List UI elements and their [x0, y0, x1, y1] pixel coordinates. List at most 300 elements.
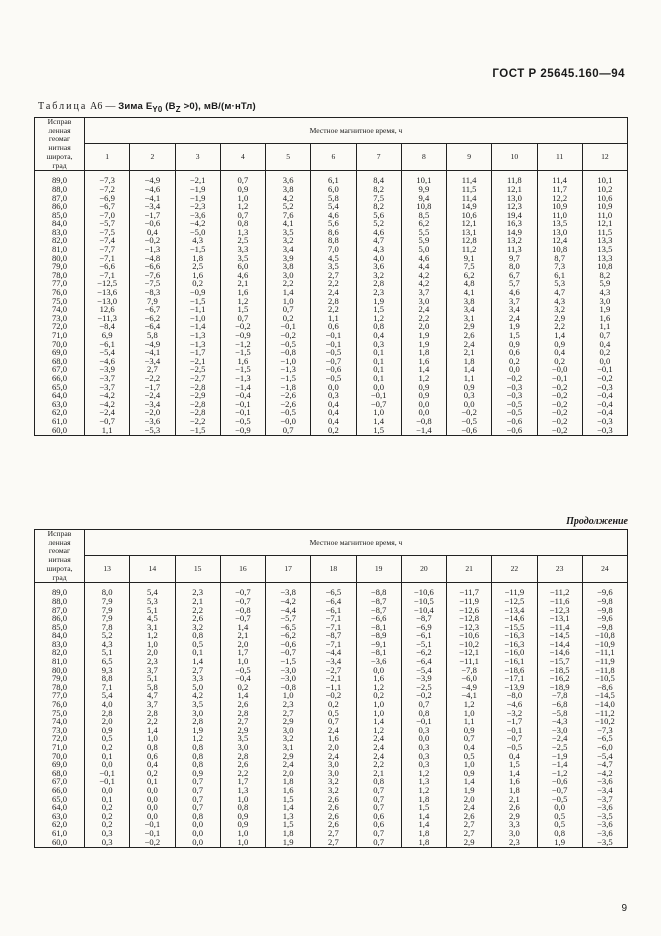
hour-header: 22 — [492, 556, 537, 583]
value-cell: −10,6 — [401, 583, 446, 597]
value-cell: 0,3 — [401, 726, 446, 735]
value-cell: −0,3 — [582, 417, 627, 426]
value-cell: 4,3 — [175, 236, 220, 245]
value-cell: 0,6 — [492, 348, 537, 357]
value-cell: 1,9 — [582, 305, 627, 314]
value-cell: 1,5 — [266, 820, 311, 829]
value-cell: −2,1 — [175, 357, 220, 366]
value-cell: −0,9 — [175, 288, 220, 297]
value-cell: 3,0 — [401, 297, 446, 306]
value-cell: 3,0 — [266, 271, 311, 280]
latitude-cell: 63,0 — [35, 812, 85, 821]
latitude-cell: 72,0 — [35, 734, 85, 743]
value-cell: 8,5 — [401, 211, 446, 220]
value-cell: 0,0 — [130, 812, 175, 821]
value-cell: −10,4 — [401, 606, 446, 615]
continuation-label: Продолжение — [566, 516, 628, 527]
value-cell: 1,4 — [401, 812, 446, 821]
value-cell: 2,8 — [130, 709, 175, 718]
value-cell: 19,4 — [492, 211, 537, 220]
value-cell: −16,3 — [492, 640, 537, 649]
value-cell: −6,8 — [537, 700, 582, 709]
value-cell: 0,2 — [311, 700, 356, 709]
value-cell: −1,5 — [220, 365, 265, 374]
table-row — [35, 838, 628, 848]
value-cell: −3,0 — [266, 666, 311, 675]
value-cell: −10,2 — [447, 640, 492, 649]
value-cell: 5,4 — [85, 691, 130, 700]
value-cell: 5,0 — [175, 683, 220, 692]
value-cell: 9,1 — [447, 254, 492, 263]
value-cell: −7,1 — [85, 254, 130, 263]
hour-header: 12 — [582, 144, 627, 171]
value-cell: 12,8 — [447, 236, 492, 245]
value-cell: −6,0 — [447, 674, 492, 683]
value-cell: 8,0 — [492, 262, 537, 271]
value-cell: −6,1 — [311, 606, 356, 615]
value-cell: 1,6 — [220, 357, 265, 366]
value-cell: 6,2 — [447, 271, 492, 280]
value-cell: 2,4 — [401, 305, 446, 314]
value-cell: 1,3 — [220, 786, 265, 795]
value-cell: 0,4 — [311, 400, 356, 409]
value-cell: 0,7 — [356, 795, 401, 804]
value-cell: 1,4 — [220, 623, 265, 632]
value-cell: −9,8 — [582, 623, 627, 632]
value-cell: 1,8 — [401, 795, 446, 804]
value-cell: −1,7 — [130, 383, 175, 392]
value-cell: −6,6 — [85, 262, 130, 271]
latitude-cell: 70,0 — [35, 752, 85, 761]
hour-header: 16 — [220, 556, 265, 583]
value-cell: −1,2 — [537, 769, 582, 778]
value-cell: −8,7 — [356, 597, 401, 606]
latitude-cell: 64,0 — [35, 803, 85, 812]
value-cell: 1,3 — [266, 812, 311, 821]
value-cell: −11,9 — [447, 597, 492, 606]
value-cell: 0,4 — [537, 348, 582, 357]
value-cell: −7,8 — [447, 666, 492, 675]
value-cell: −2,5 — [537, 743, 582, 752]
value-cell: 0,7 — [582, 331, 627, 340]
value-cell: 0,3 — [401, 743, 446, 752]
hour-header: 7 — [356, 144, 401, 171]
value-cell: −8,4 — [85, 322, 130, 331]
value-cell: 1,4 — [492, 769, 537, 778]
value-cell: −0,3 — [582, 383, 627, 392]
value-cell: −2,4 — [130, 391, 175, 400]
value-cell: 2,1 — [356, 769, 401, 778]
latitude-header-line: геомаг — [48, 134, 71, 144]
value-cell: 3,5 — [220, 254, 265, 263]
value-cell: −7,2 — [85, 185, 130, 194]
value-cell: 1,9 — [447, 786, 492, 795]
value-cell: −1,3 — [130, 245, 175, 254]
value-cell: 2,2 — [130, 717, 175, 726]
value-cell: 0,0 — [537, 803, 582, 812]
value-cell: −10,8 — [582, 631, 627, 640]
hour-header: 9 — [447, 144, 492, 171]
value-cell: 0,5 — [537, 812, 582, 821]
value-cell: 3,5 — [220, 734, 265, 743]
latitude-header — [35, 118, 85, 171]
value-cell: −0,1 — [85, 777, 130, 786]
value-cell: 7,9 — [85, 597, 130, 606]
value-cell: 1,0 — [266, 297, 311, 306]
latitude-header — [35, 530, 85, 583]
value-cell: −0,2 — [130, 236, 175, 245]
value-cell: 0,8 — [175, 760, 220, 769]
value-cell: 2,7 — [130, 365, 175, 374]
latitude-cell: 85,0 — [35, 211, 85, 220]
value-cell: −0,1 — [220, 400, 265, 409]
value-cell: 2,1 — [492, 795, 537, 804]
value-cell: 0,2 — [492, 357, 537, 366]
hour-header: 11 — [537, 144, 582, 171]
value-cell: 5,8 — [130, 331, 175, 340]
latitude-cell: 67,0 — [35, 365, 85, 374]
latitude-cell: 75,0 — [35, 709, 85, 718]
value-cell: 7,6 — [266, 211, 311, 220]
value-cell: 0,2 — [220, 683, 265, 692]
value-cell: −6,5 — [311, 583, 356, 597]
value-cell: 2,7 — [311, 271, 356, 280]
value-cell: 2,6 — [175, 614, 220, 623]
value-cell: −0,2 — [582, 374, 627, 383]
value-cell: −5,4 — [401, 666, 446, 675]
value-cell: −1,4 — [401, 426, 446, 436]
value-cell: −5,0 — [175, 228, 220, 237]
value-cell: −8,7 — [356, 606, 401, 615]
value-cell: 0,2 — [537, 357, 582, 366]
latitude-cell: 66,0 — [35, 786, 85, 795]
value-cell: 3,0 — [266, 726, 311, 735]
value-cell: −9,1 — [356, 640, 401, 649]
value-cell: −3,5 — [582, 838, 627, 848]
value-cell: 4,2 — [266, 194, 311, 203]
value-cell: −7,1 — [85, 271, 130, 280]
value-cell: 4,7 — [537, 288, 582, 297]
value-cell: −4,8 — [130, 254, 175, 263]
hour-header: 3 — [175, 144, 220, 171]
value-cell: 2,4 — [447, 803, 492, 812]
value-cell: −2,2 — [130, 374, 175, 383]
value-cell: −9,8 — [582, 597, 627, 606]
value-cell: 4,4 — [401, 262, 446, 271]
value-cell: −4,6 — [85, 357, 130, 366]
value-cell: −4,2 — [85, 391, 130, 400]
value-cell: −0,0 — [266, 417, 311, 426]
value-cell: −14,5 — [537, 631, 582, 640]
value-cell: 2,7 — [220, 717, 265, 726]
value-cell: 0,7 — [356, 829, 401, 838]
value-cell: −0,3 — [582, 426, 627, 436]
value-cell: 1,8 — [175, 254, 220, 263]
value-cell: 0,2 — [85, 812, 130, 821]
value-cell: 0,9 — [447, 383, 492, 392]
value-cell: 1,5 — [401, 803, 446, 812]
hour-header: 5 — [266, 144, 311, 171]
value-cell: 5,3 — [537, 279, 582, 288]
value-cell: 1,0 — [130, 640, 175, 649]
value-cell: −0,1 — [311, 340, 356, 349]
table-row — [35, 171, 628, 185]
value-cell: −3,6 — [130, 417, 175, 426]
value-cell: 1,9 — [401, 340, 446, 349]
local-time-header: Местное магнитное время, ч — [85, 118, 628, 144]
value-cell: −16,0 — [492, 648, 537, 657]
value-cell: −5,7 — [266, 614, 311, 623]
hour-header: 24 — [582, 556, 627, 583]
value-cell: −2,1 — [175, 171, 220, 185]
latitude-cell: 83,0 — [35, 640, 85, 649]
value-cell: −0,4 — [582, 400, 627, 409]
value-cell: −11,4 — [537, 623, 582, 632]
latitude-cell: 80,0 — [35, 666, 85, 675]
value-cell: 0,7 — [356, 786, 401, 795]
latitude-cell: 76,0 — [35, 700, 85, 709]
value-cell: 3,3 — [220, 245, 265, 254]
value-cell: −11,1 — [447, 657, 492, 666]
value-cell: 6,7 — [492, 271, 537, 280]
table-title-subscript-y0: Y0 — [152, 104, 163, 114]
value-cell: 0,7 — [175, 777, 220, 786]
value-cell: 2,5 — [175, 262, 220, 271]
value-cell: −4,7 — [582, 760, 627, 769]
value-cell: −10,6 — [447, 631, 492, 640]
data-table-part1 — [34, 117, 628, 436]
value-cell: −6,4 — [401, 657, 446, 666]
value-cell: 12,6 — [85, 305, 130, 314]
value-cell: −0,9 — [220, 331, 265, 340]
value-cell: 2,8 — [175, 717, 220, 726]
value-cell: −12,5 — [492, 597, 537, 606]
value-cell: 11,4 — [537, 171, 582, 185]
latitude-header-line: широта, — [46, 563, 73, 573]
value-cell: −4,2 — [175, 219, 220, 228]
value-cell: −13,4 — [492, 606, 537, 615]
value-cell: 3,0 — [311, 769, 356, 778]
latitude-cell: 63,0 — [35, 400, 85, 409]
value-cell: 0,4 — [130, 760, 175, 769]
value-cell: 0,0 — [130, 795, 175, 804]
value-cell: 2,4 — [356, 743, 401, 752]
value-cell: 1,2 — [175, 734, 220, 743]
value-cell: 10,9 — [582, 202, 627, 211]
value-cell: −2,1 — [311, 674, 356, 683]
value-cell: −16,2 — [537, 674, 582, 683]
value-cell: 5,6 — [311, 219, 356, 228]
value-cell: 2,5 — [220, 236, 265, 245]
value-cell: 2,2 — [220, 769, 265, 778]
local-time-header: Местное магнитное время, ч — [85, 530, 628, 556]
value-cell: 1,5 — [492, 331, 537, 340]
value-cell: 0,1 — [130, 777, 175, 786]
value-cell: 1,4 — [266, 288, 311, 297]
value-cell: 0,7 — [356, 803, 401, 812]
value-cell: −2,4 — [85, 408, 130, 417]
value-cell: −6,1 — [85, 340, 130, 349]
value-cell: −4,4 — [311, 648, 356, 657]
value-cell: 9,3 — [85, 666, 130, 675]
latitude-cell: 79,0 — [35, 262, 85, 271]
value-cell: 1,5 — [220, 305, 265, 314]
hour-header: 4 — [220, 144, 265, 171]
value-cell: 11,4 — [447, 171, 492, 185]
value-cell: 1,5 — [492, 760, 537, 769]
value-cell: 11,0 — [537, 211, 582, 220]
value-cell: 1,8 — [401, 838, 446, 848]
value-cell: 1,9 — [175, 726, 220, 735]
value-cell: −0,1 — [85, 769, 130, 778]
value-cell: 7,5 — [356, 194, 401, 203]
value-cell: −1,3 — [220, 374, 265, 383]
value-cell: −11,2 — [537, 583, 582, 597]
latitude-cell: 74,0 — [35, 717, 85, 726]
value-cell: 10,8 — [582, 262, 627, 271]
value-cell: −1,4 — [537, 760, 582, 769]
value-cell: 3,4 — [447, 305, 492, 314]
value-cell: −1,2 — [220, 340, 265, 349]
value-cell: 0,7 — [220, 314, 265, 323]
value-cell: 1,9 — [356, 297, 401, 306]
hour-header: 14 — [130, 556, 175, 583]
value-cell: 0,8 — [175, 631, 220, 640]
latitude-cell: 62,0 — [35, 820, 85, 829]
value-cell: 11,3 — [492, 245, 537, 254]
value-cell: −0,7 — [537, 786, 582, 795]
value-cell: 1,0 — [130, 734, 175, 743]
value-cell: 0,2 — [130, 769, 175, 778]
value-cell: 0,7 — [266, 305, 311, 314]
value-cell: 3,8 — [266, 262, 311, 271]
value-cell: −1,9 — [175, 194, 220, 203]
value-cell: −5,8 — [537, 709, 582, 718]
value-cell: 3,5 — [175, 700, 220, 709]
value-cell: −2,8 — [175, 383, 220, 392]
value-cell: 2,6 — [492, 803, 537, 812]
page-number: 9 — [621, 903, 627, 914]
value-cell: 2,8 — [220, 709, 265, 718]
value-cell: 9,7 — [492, 254, 537, 263]
value-cell: 4,3 — [85, 640, 130, 649]
value-cell: 2,6 — [311, 803, 356, 812]
hour-header: 1 — [85, 144, 130, 171]
value-cell: 3,2 — [266, 236, 311, 245]
value-cell: 0,8 — [175, 743, 220, 752]
value-cell: 0,9 — [447, 726, 492, 735]
value-cell: 4,2 — [401, 279, 446, 288]
value-cell: −1,8 — [266, 383, 311, 392]
value-cell: 8,8 — [311, 236, 356, 245]
value-cell: 2,7 — [447, 829, 492, 838]
value-cell: 1,6 — [356, 674, 401, 683]
value-cell: 2,0 — [220, 640, 265, 649]
value-cell: −17,1 — [492, 674, 537, 683]
value-cell: −1,5 — [266, 374, 311, 383]
value-cell: 3,6 — [356, 262, 401, 271]
latitude-cell: 79,0 — [35, 674, 85, 683]
latitude-cell: 82,0 — [35, 236, 85, 245]
value-cell: 8,2 — [356, 185, 401, 194]
value-cell: 1,2 — [130, 631, 175, 640]
value-cell: −7,7 — [85, 245, 130, 254]
value-cell: −8,7 — [311, 631, 356, 640]
value-cell: 1,1 — [447, 717, 492, 726]
value-cell: −7,1 — [311, 640, 356, 649]
value-cell: 2,9 — [447, 838, 492, 848]
value-cell: −6,1 — [401, 631, 446, 640]
value-cell: −12,6 — [447, 606, 492, 615]
value-cell: 10,9 — [537, 202, 582, 211]
latitude-cell: 89,0 — [35, 171, 85, 185]
latitude-cell: 72,0 — [35, 322, 85, 331]
value-cell: 1,4 — [537, 331, 582, 340]
value-cell: 4,3 — [537, 297, 582, 306]
value-cell: 12,1 — [447, 219, 492, 228]
value-cell: 0,8 — [220, 803, 265, 812]
hour-header: 23 — [537, 556, 582, 583]
value-cell: 3,8 — [266, 185, 311, 194]
value-cell: 0,5 — [537, 820, 582, 829]
value-cell: −1,3 — [175, 331, 220, 340]
value-cell: −10,5 — [582, 674, 627, 683]
value-cell: −3,4 — [582, 786, 627, 795]
value-cell: −15,5 — [492, 623, 537, 632]
value-cell: 1,2 — [401, 769, 446, 778]
value-cell: −0,1 — [130, 820, 175, 829]
value-cell: 2,1 — [175, 597, 220, 606]
value-cell: 13,5 — [537, 219, 582, 228]
value-cell: 2,4 — [311, 752, 356, 761]
value-cell: −2,5 — [401, 683, 446, 692]
value-cell: −6,7 — [130, 305, 175, 314]
value-cell: 1,0 — [356, 709, 401, 718]
value-cell: −3,6 — [356, 657, 401, 666]
value-cell: 1,6 — [266, 786, 311, 795]
value-cell: −4,9 — [130, 171, 175, 185]
value-cell: −7,3 — [582, 726, 627, 735]
value-cell: −7,5 — [85, 228, 130, 237]
value-cell: −1,7 — [175, 348, 220, 357]
value-cell: −0,7 — [220, 614, 265, 623]
value-cell: 4,2 — [175, 691, 220, 700]
value-cell: 3,2 — [311, 777, 356, 786]
value-cell: 3,0 — [582, 297, 627, 306]
value-cell: −1,5 — [175, 297, 220, 306]
value-cell: 4,6 — [492, 288, 537, 297]
value-cell: −0,2 — [401, 691, 446, 700]
table-title-label: Таблица — [38, 101, 88, 112]
value-cell: −9,6 — [582, 583, 627, 597]
value-cell: −0,1 — [537, 374, 582, 383]
value-cell: 0,7 — [447, 734, 492, 743]
value-cell: 3,8 — [447, 297, 492, 306]
latitude-cell: 70,0 — [35, 340, 85, 349]
value-cell: 1,3 — [401, 777, 446, 786]
value-cell: −4,2 — [85, 400, 130, 409]
value-cell: 3,1 — [266, 743, 311, 752]
value-cell: −0,5 — [447, 417, 492, 426]
value-cell: −5,4 — [582, 752, 627, 761]
value-cell: −10,5 — [401, 597, 446, 606]
table-title-description: Зима E — [118, 101, 153, 112]
value-cell: −12,1 — [447, 648, 492, 657]
value-cell: −18,9 — [537, 683, 582, 692]
value-cell: 3,9 — [266, 254, 311, 263]
value-cell: 0,3 — [401, 752, 446, 761]
value-cell: 11,8 — [492, 171, 537, 185]
